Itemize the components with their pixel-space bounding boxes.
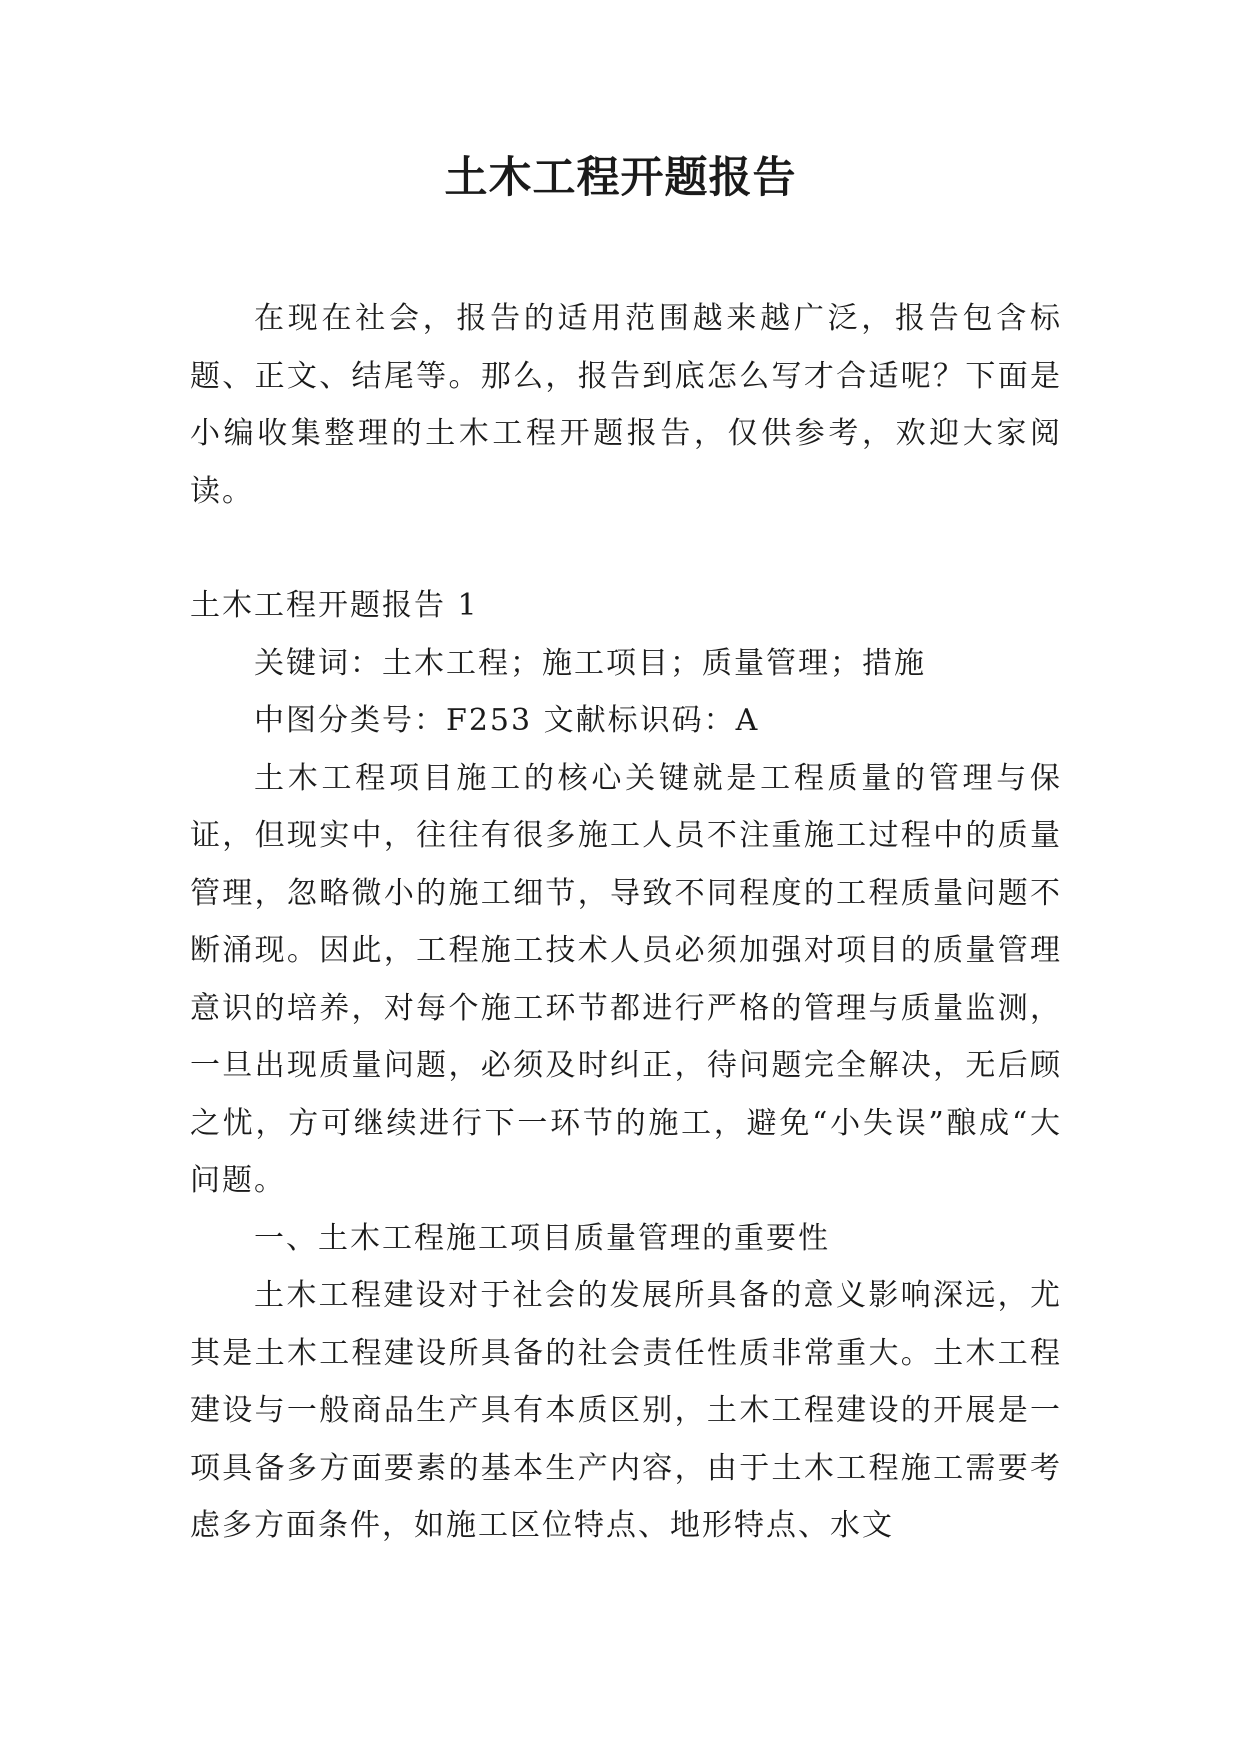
classification-line: 中图分类号：F253 文献标识码：A bbox=[254, 703, 760, 738]
intro-paragraph: 在现在社会，报告的适用范围越来越广泛，报告包含标题、正文、结尾等。那么，报告到底怎么写才合适呢？下面是小编收集整理的土木工程开题报告，仅供参考，欢迎大家阅读。 bbox=[190, 301, 1062, 509]
subheading: 一、土木工程施工项目质量管理的重要性 bbox=[254, 1220, 830, 1256]
body-paragraph: 土木工程建设对于社会的发展所具备的意义影响深远，尤其是土木工程建设所具备的社会责任性质非常重大。土木工程建设与一般商品生产具有本质区别，土木工程建设的开展是一项具备多方面要素的基本生产内容，由于土木工程施工需要考虑多方面条件，如施工区位特点、地形特点、水文 bbox=[190, 1278, 1062, 1543]
body-paragraph: 土木工程项目施工的核心关键就是工程质量的管理与保证，但现实中，往往有很多施工人员不注重施工过程中的质量管理，忽略微小的施工细节，导致不同程度的工程质量问题不断涌现。因此，工程施工技术人员必须加强对项目的质量管理意识的培养，对每个施工环节都进行严格的管理与质量监测，一旦出现质量问题，必须及时纠正，待问题完全解决，无后顾之忧，方可继续进行下一环节的施工，避免“小失误”酿成“大问题。 bbox=[190, 760, 1062, 1198]
document-title: 土木工程开题报告 bbox=[444, 153, 797, 203]
keywords-line: 关键词：土木工程；施工项目；质量管理；措施 bbox=[254, 645, 926, 681]
document-body bbox=[190, 290, 1062, 1555]
section-heading: 土木工程开题报告 1 bbox=[190, 588, 479, 623]
